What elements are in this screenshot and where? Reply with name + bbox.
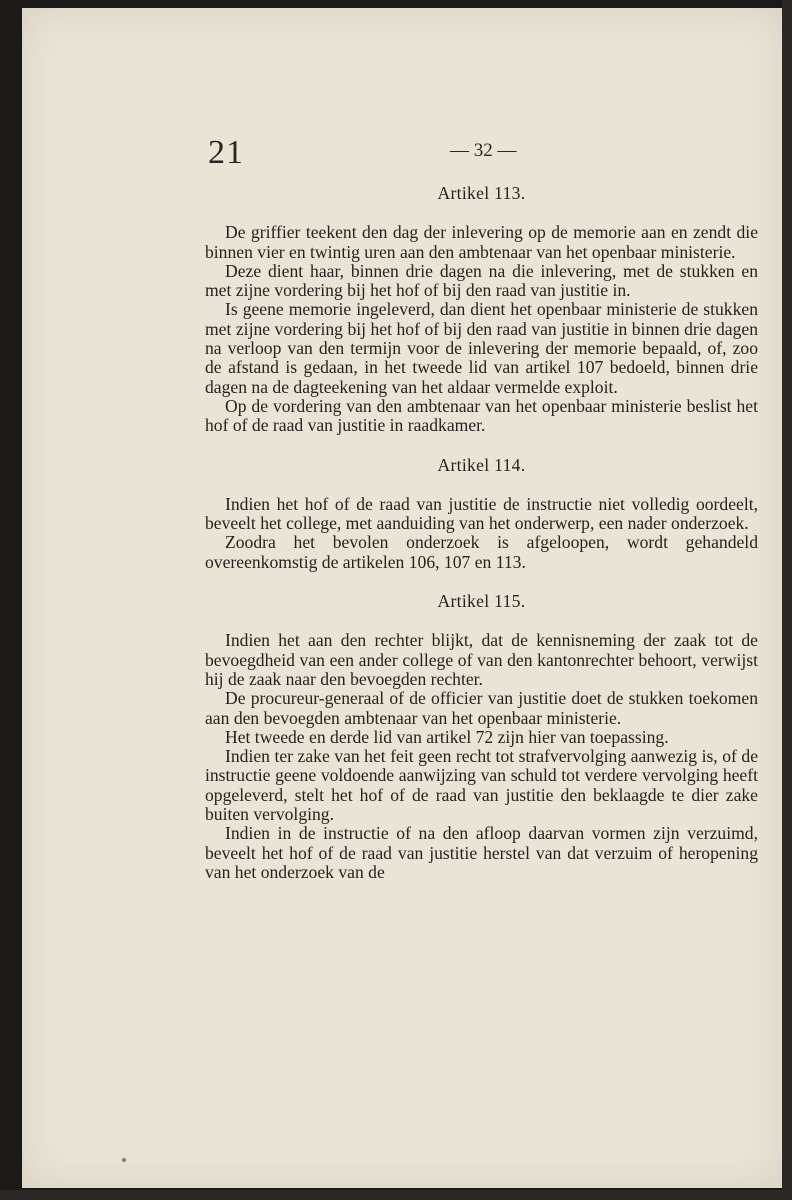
page-number: — 32 — <box>450 140 517 161</box>
article-113-paragraph: De griffier teekent den dag der inlevering op de memorie aan en zendt die binnen vier en twintig uren aan den ambtenaar van het openbaar ministerie. <box>205 222 758 262</box>
document-page <box>22 8 782 1188</box>
article-heading-114: Artikel 114. <box>437 454 526 475</box>
article-113-paragraph: Is geene memorie ingeleverd, dan dient het openbaar ministerie de stukken met zijne vordering bij het hof of bij den raad van justitie in binnen drie dagen na verloop van den termijn voor de inlevering der memorie bepaald, of, zoo de afstand is gedaan, in het tweede lid van artikel 107 bedoeld, binnen drie dagen na de dagteekening van het aldaar vermelde exploit. <box>205 299 758 397</box>
article-115-paragraph: Indien in de instructie of na den afloop daarvan vormen zijn verzuimd, beveelt het hof of de raad van justitie herstel van dat verzuim of heropening van het onderzoek van de <box>205 823 758 882</box>
scan-edge-bottom <box>0 1190 792 1200</box>
article-113-paragraph: Deze dient haar, binnen drie dagen na die inlevering, met de stukken en met zijne vordering bij het hof of bij den raad van justitie in. <box>205 260 758 301</box>
article-heading-113: Artikel 113. <box>437 183 526 203</box>
article-114-paragraph: Indien het hof of de raad van justitie de instructie niet volledig oordeelt, beveelt het college, met aanduiding van het onderwerp, een nader onderzoek. <box>205 493 758 534</box>
paper-speck <box>122 1158 126 1162</box>
folio-number: 21 <box>208 134 244 171</box>
article-114-paragraph: Zoodra het bevolen onderzoek is afgeloopen, wordt gehandeld overeenkomstig de artikelen 106, 107 en 113. <box>205 532 758 572</box>
article-heading-115: Artikel 115. <box>437 591 526 612</box>
article-115-paragraph: Indien ter zake van het feit geen recht tot strafvervolging aanwezig is, of de instructie geene voldoende aanwijzing van schuld tot verdere vervolging heeft opgeleverd, stelt het hof of de raad van justitie den beklaagde te dier zake buiten vervolging. <box>205 746 758 825</box>
scan-edge-right <box>782 0 792 1200</box>
article-115-paragraph: Indien het aan den rechter blijkt, dat de kennisneming der zaak tot de bevoegdheid van een ander college of van den kantonrechter behoort, verwijst hij de zaak naar den bevoegden rechter. <box>205 630 758 689</box>
article-113-paragraph: Op de vordering van den ambtenaar van het openbaar ministerie beslist het hof of de raad van justitie in raadkamer. <box>205 395 758 436</box>
article-115-paragraph: Het tweede en derde lid van artikel 72 zijn hier van toepassing. <box>225 726 669 747</box>
article-115-paragraph: De procureur-generaal of de officier van justitie doet de stukken toekomen aan den bevoegden ambtenaar van het openbaar ministerie. <box>205 688 758 728</box>
document-body <box>205 178 758 882</box>
